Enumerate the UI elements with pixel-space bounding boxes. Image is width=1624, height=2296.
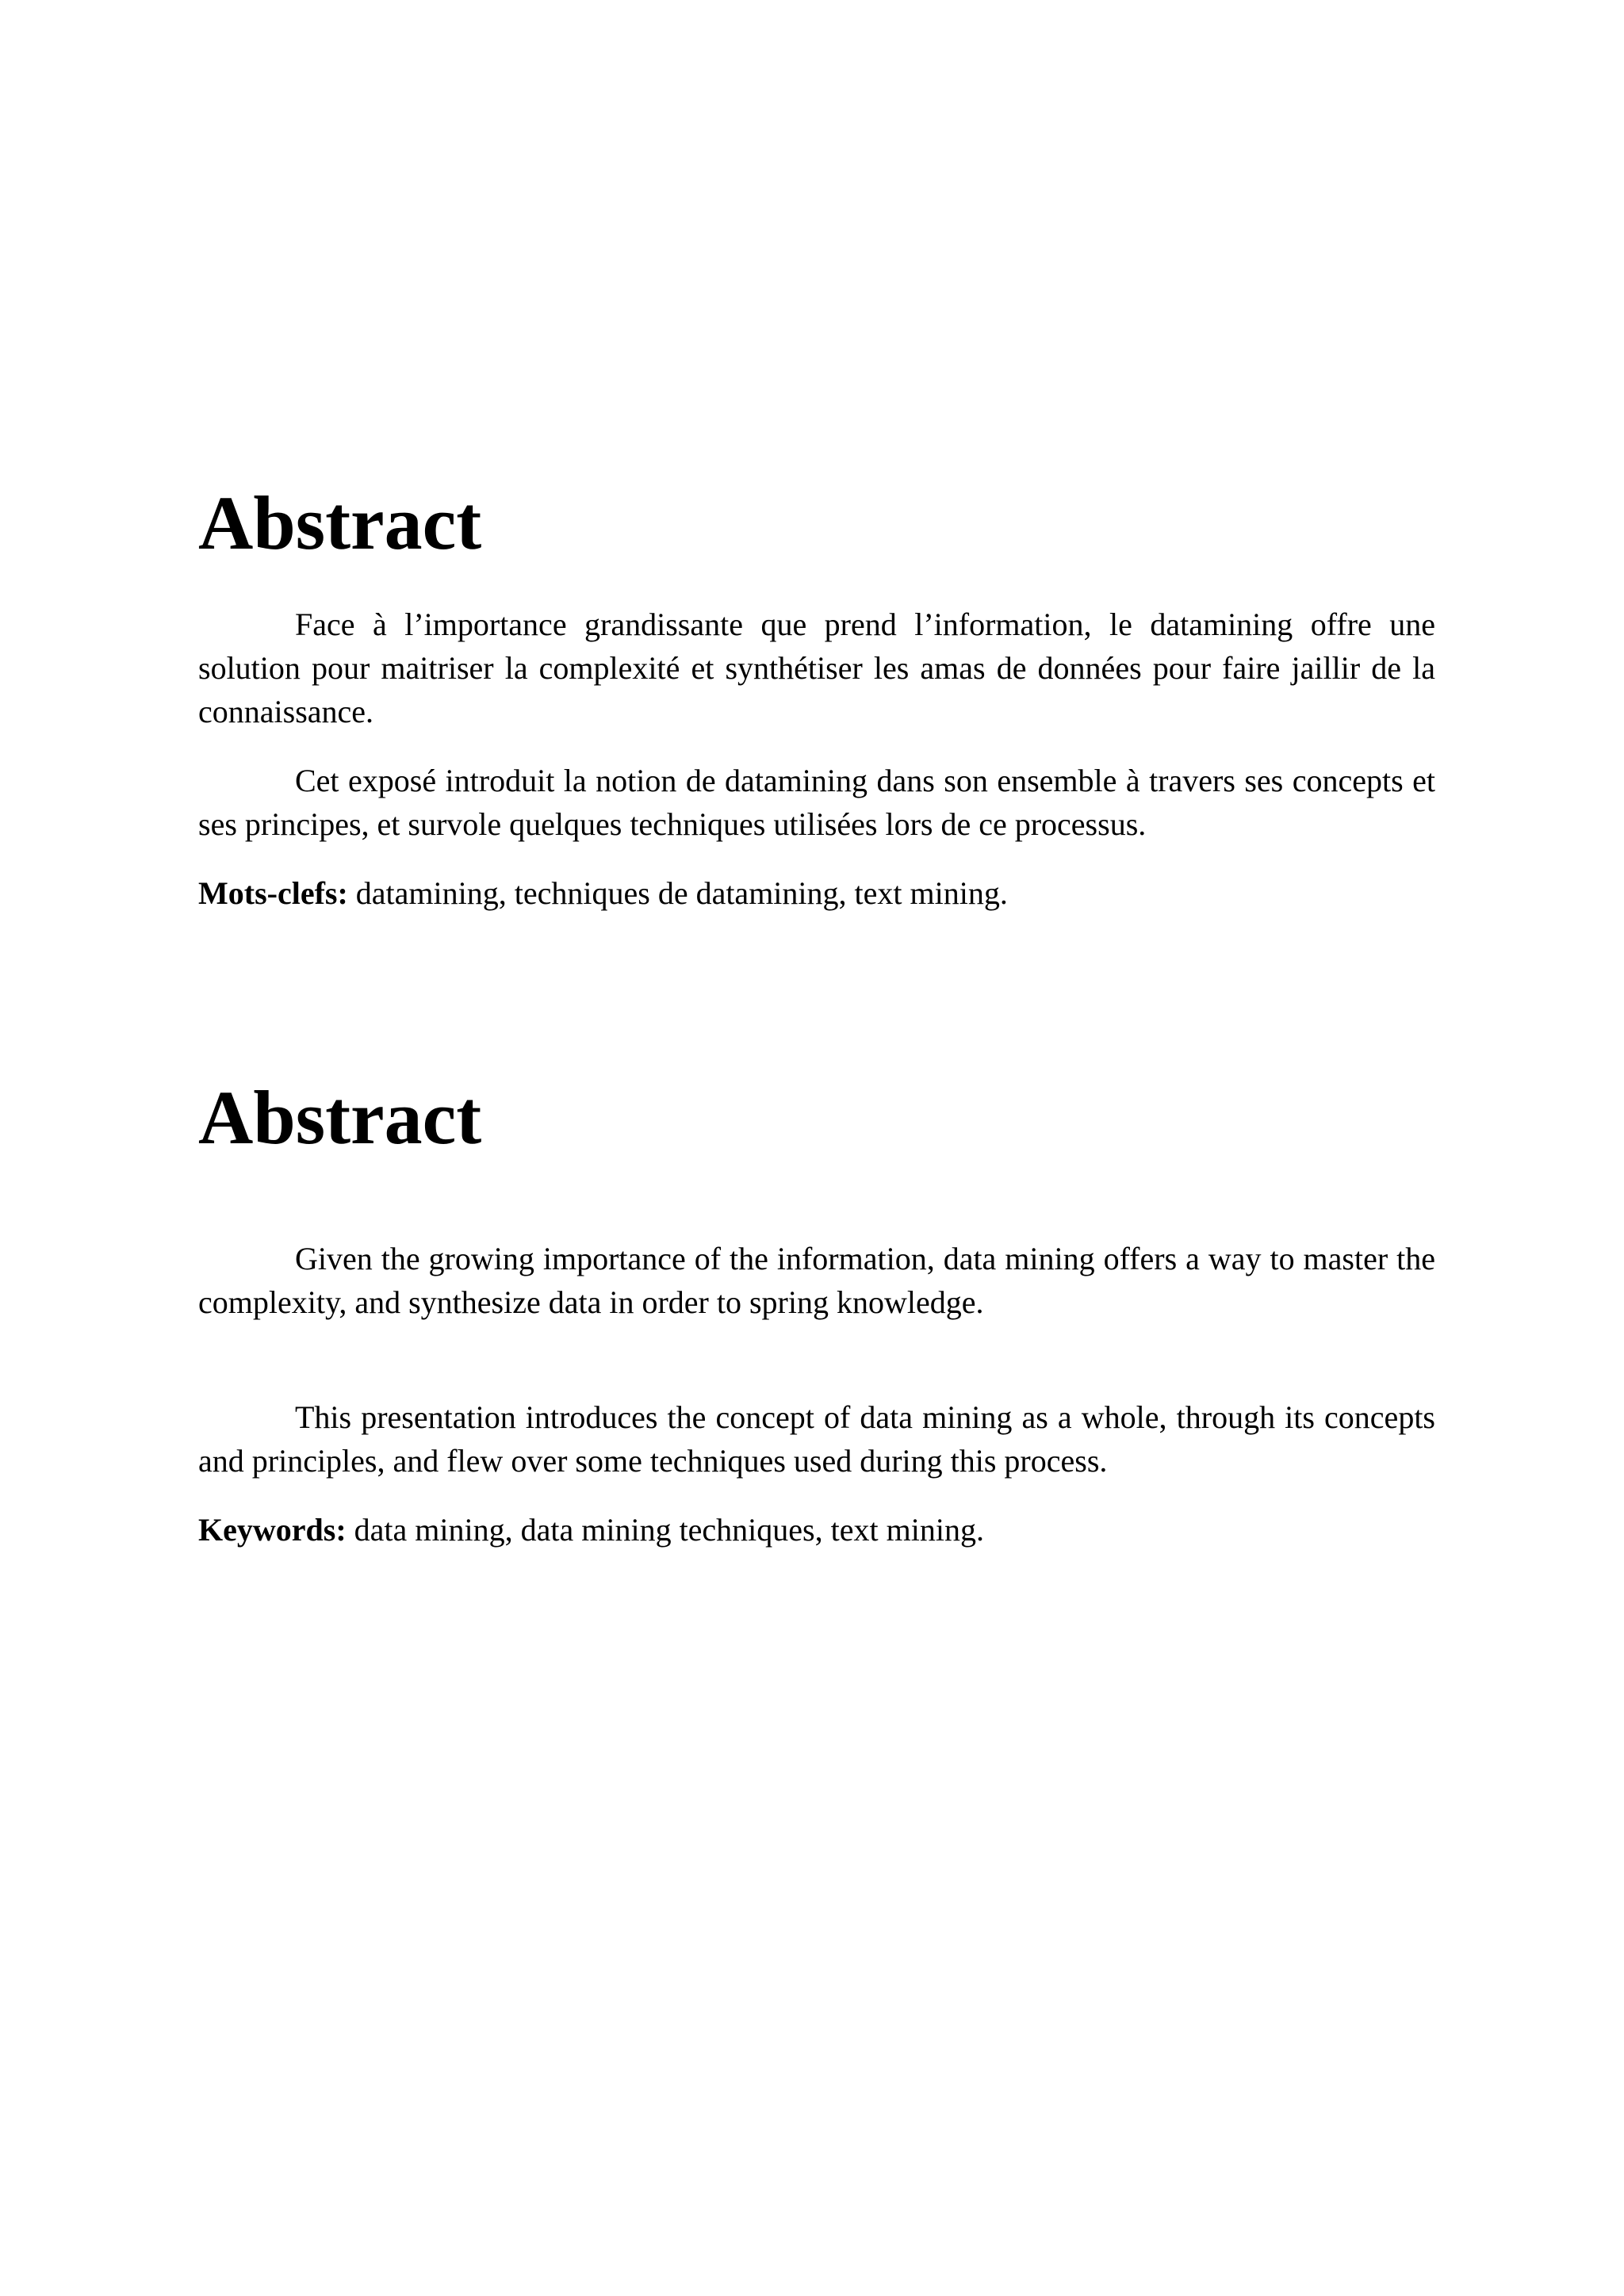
- english-abstract-paragraph-2: This presentation introduces the concept of data mining as a whole, through its concepts and principles, and flew over some techniques used during this process.: [198, 1399, 1435, 1479]
- french-abstract-section: [198, 480, 1435, 915]
- french-abstract-heading: Abstract: [198, 480, 482, 565]
- french-keywords-line: [198, 871, 1435, 915]
- french-keywords-label: Mots-clefs:: [198, 875, 348, 911]
- english-keywords-text: data mining, data mining techniques, text mining.: [346, 1512, 984, 1548]
- english-abstract-paragraph-1: Given the growing importance of the information, data mining offers a way to master the complexity, and synthesize data in order to spring knowledge.: [198, 1241, 1435, 1320]
- english-abstract-section: [198, 1075, 1435, 1552]
- french-keywords-text: datamining, techniques de datamining, text mining.: [347, 875, 1008, 911]
- french-abstract-paragraph-2: Cet exposé introduit la notion de datamining dans son ensemble à travers ses concepts et ses principes, et survole quelques techniques utilisées lors de ce processus.: [198, 763, 1435, 842]
- english-keywords-label: Keywords:: [198, 1512, 347, 1548]
- french-abstract-paragraph-1: Face à l’importance grandissante que prend l’information, le datamining offre une solution pour maitriser la complexité et synthétiser les amas de données pour faire jaillir de la connaissance.: [198, 607, 1435, 729]
- english-abstract-heading: Abstract: [198, 1075, 482, 1160]
- english-keywords-line: [198, 1508, 1435, 1552]
